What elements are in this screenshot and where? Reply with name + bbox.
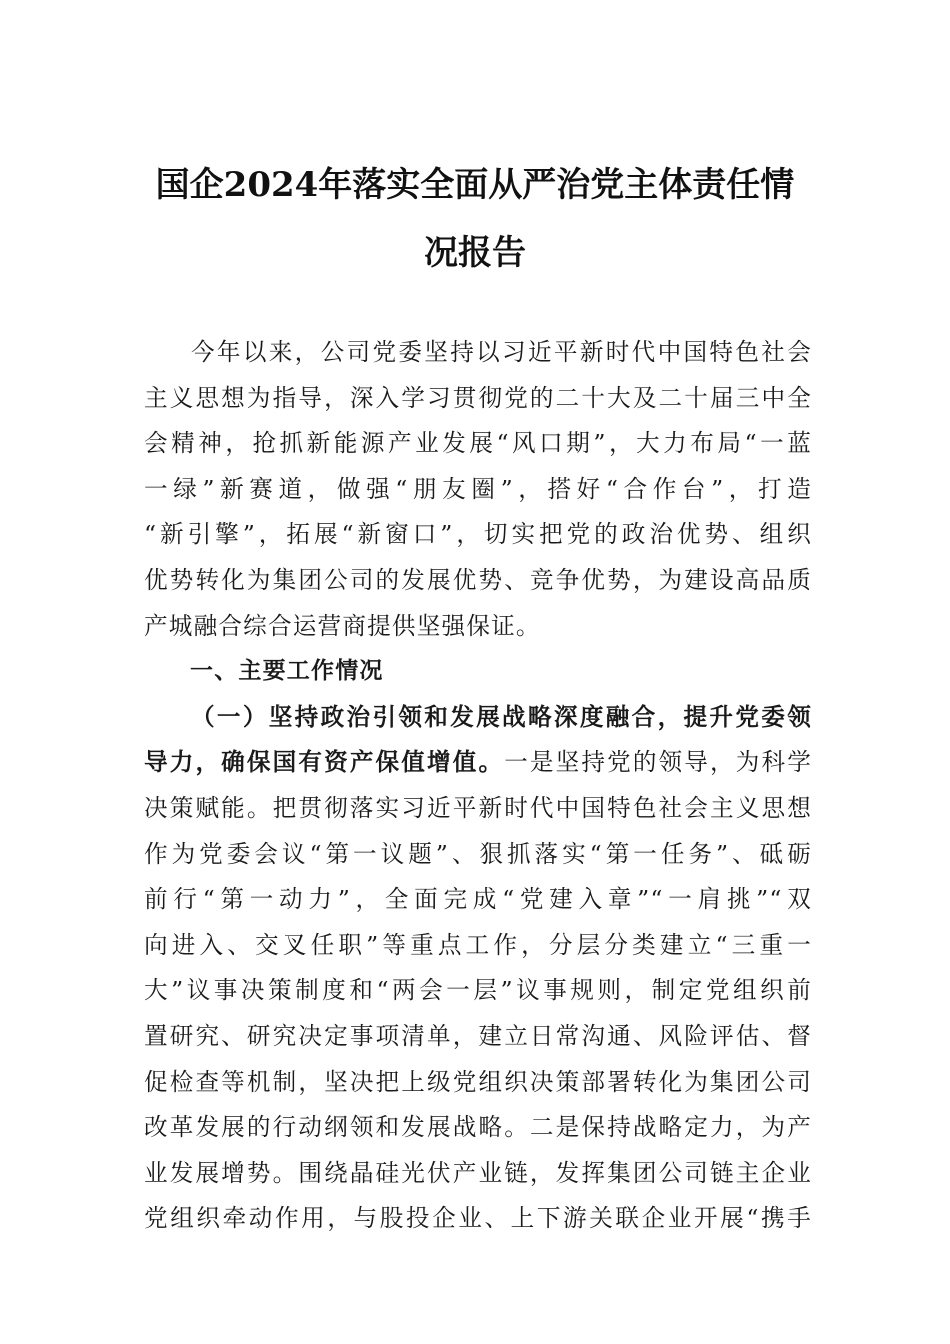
- subsection-line: 决策赋能。把贯彻落实习近平新时代中国特色社会主义思想: [144, 793, 812, 822]
- subsection-line: 向进入、交叉任职”等重点工作，分层分类建立“三重一: [144, 930, 812, 959]
- subsection-line: 前行“第一动力”，全面完成“党建入章”“一肩挑”“双: [144, 885, 812, 914]
- document-body: [144, 330, 812, 1242]
- subsection-line: 置研究、研究决定事项清单，建立日常沟通、风险评估、督: [144, 1021, 812, 1050]
- subsection-line: 改革发展的行动纲领和发展战略。二是保持战略定力，为产: [144, 1113, 812, 1142]
- subsection-paragraph: [144, 695, 812, 1242]
- document-title-line-2: 况报告: [424, 233, 526, 273]
- subsection-line: 促检查等机制，坚决把上级党组织决策部署转化为集团公司: [144, 1067, 812, 1096]
- intro-paragraph: [144, 330, 812, 649]
- intro-line: 一绿”新赛道，做强“朋友圈”，搭好“合作台”，打造: [144, 474, 812, 503]
- document-title-line-1: 国企2024年落实全面从严治党主体责任情: [155, 165, 795, 205]
- subsection-heading-line-2: 导力，确保国有资产保值增值。: [144, 748, 505, 777]
- intro-line: 优势转化为集团公司的发展优势、竞争优势，为建设高品质: [144, 565, 812, 594]
- subsection-line: [144, 740, 812, 786]
- subsection-line: 业发展增势。围绕晶硅光伏产业链，发挥集团公司链主企业: [144, 1158, 812, 1187]
- intro-line: 今年以来，公司党委坚持以习近平新时代中国特色社会: [191, 338, 812, 366]
- subsection-line-text: 一是坚持党的领导，为科学: [504, 748, 812, 777]
- intro-line: 会精神，抢抓新能源产业发展“风口期”，大力布局“一蓝: [144, 429, 812, 458]
- section-heading: 一、主要工作情况: [190, 658, 384, 685]
- intro-line: “新引擎”，拓展“新窗口”，切实把党的政治优势、组织: [144, 520, 812, 549]
- intro-line: 主义思想为指导，深入学习贯彻党的二十大及二十届三中全: [144, 383, 812, 412]
- subsection-line: 大”议事决策制度和“两会一层”议事规则，制定党组织前: [144, 976, 812, 1005]
- subsection-line: 作为党委会议“第一议题”、狠抓落实“第一任务”、砥砺: [144, 839, 812, 868]
- subsection-heading-line-1: （一）坚持政治引领和发展战略深度融合，提升党委领: [191, 702, 812, 731]
- subsection-line: 党组织牵动作用，与股投企业、上下游关联企业开展“携手: [144, 1204, 812, 1233]
- intro-line: 产城融合综合运营商提供坚强保证。: [144, 611, 541, 640]
